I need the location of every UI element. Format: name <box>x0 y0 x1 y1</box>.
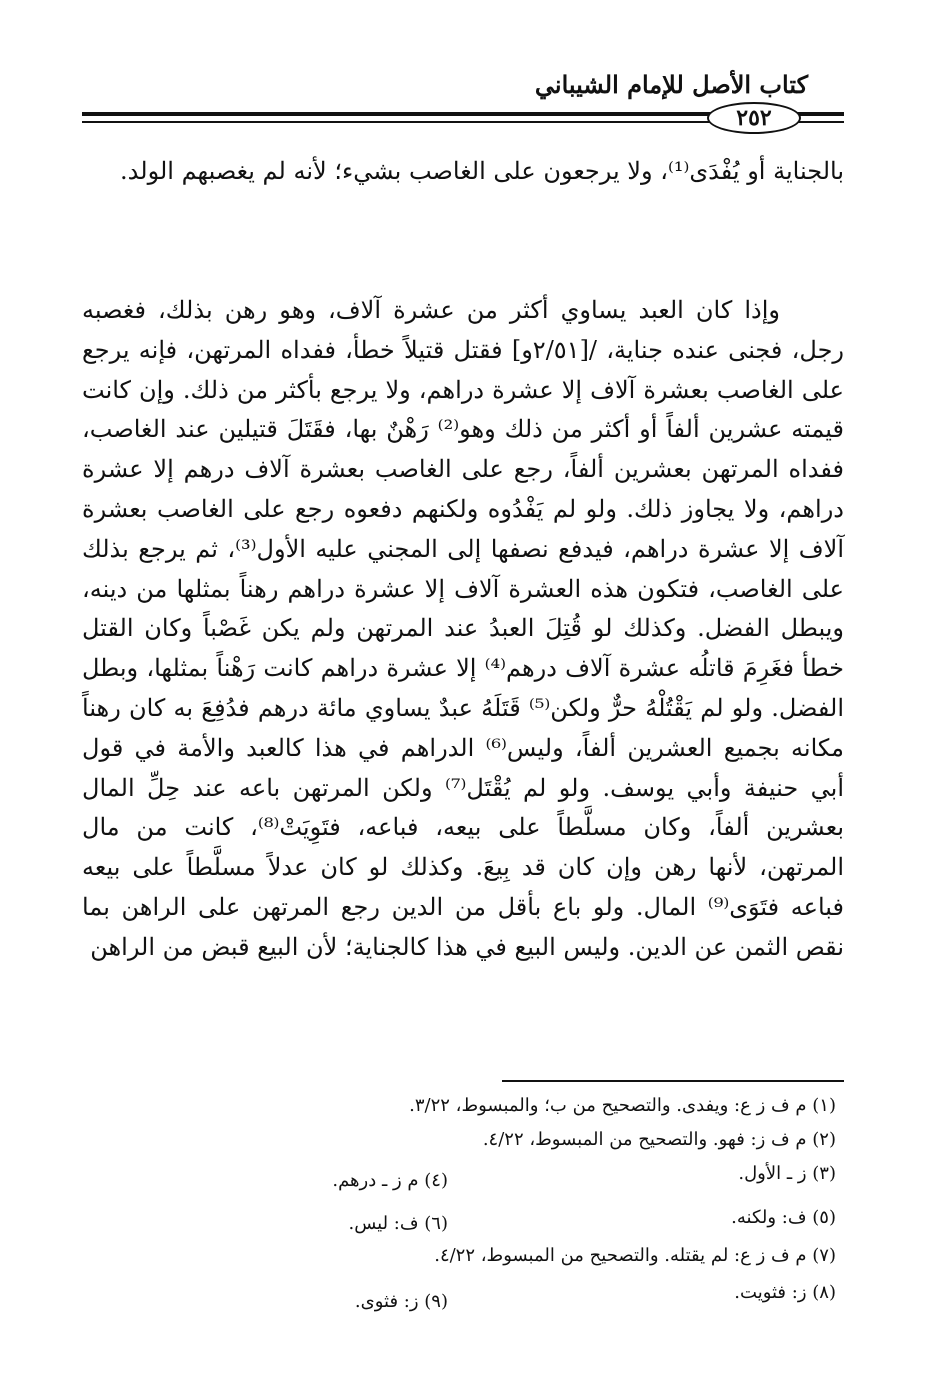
footnote-text: ز: فثوى. <box>354 1291 419 1312</box>
footnote-text: م ف ز: فهو. والتصحيح من المبسوط، ٤/٢٢. <box>482 1129 807 1150</box>
footnote-text: ف: ولكنه. <box>731 1207 807 1228</box>
footnote-4 <box>332 1170 448 1192</box>
footnote-5 <box>731 1207 836 1229</box>
page-number: ٢٥٢ <box>707 102 801 134</box>
footnote-number: (٧) <box>812 1245 836 1266</box>
footnote-number: (١) <box>812 1095 836 1116</box>
body-paragraph-1: بالجناية أو يُفْدَى⁽¹⁾، ولا يرجعون على الغاصب بشيء؛ لأنه لم يغصبهم الولد. <box>120 157 844 185</box>
footnote-number: (٢) <box>812 1129 836 1150</box>
footnote-number: (٣) <box>812 1163 836 1184</box>
footnote-7 <box>434 1245 836 1267</box>
footnote-8 <box>734 1282 836 1304</box>
footnote-separator <box>502 1080 844 1082</box>
footnote-3 <box>738 1163 836 1185</box>
footnote-number: (٤) <box>424 1170 448 1191</box>
footnote-6 <box>349 1213 449 1235</box>
footnote-1 <box>409 1095 836 1117</box>
footnote-text: م ز ـ درهم. <box>332 1170 419 1191</box>
footnote-number: (٩) <box>424 1291 448 1312</box>
footnote-9 <box>355 1291 448 1313</box>
footnote-2 <box>483 1129 836 1151</box>
footnote-text: ف: ليس. <box>348 1213 419 1234</box>
footnote-text: ز: فثويت. <box>734 1282 807 1303</box>
footnote-text: ز ـ الأول. <box>738 1163 807 1184</box>
footnote-text: م ف ز ع: لم يقتله. والتصحيح من المبسوط، ٤/٢٢. <box>434 1245 807 1266</box>
footnote-text: م ف ز ع: ويفدى. والتصحيح من ب؛ والمبسوط، ٣/٢٢. <box>409 1095 807 1116</box>
body-paragraph-2: وإذا كان العبد يساوي أكثر من عشرة آلاف، وهو رهن بذلك، فغصبه رجل، فجنى عنده جناية، /[٢/٥١و] فقتل قتيلاً خطأ، ففداه المرتهن، فإنه يرجع على الغاصب بعشرة آلاف إلا عشرة دراهم، ولا يرجع بأكثر من ذلك. وإن كانت قيمته عشرين ألفاً أو أكثر من ذلك وهو⁽²⁾ رَهْنٌ بها، فقَتَلَ قتيلين عند الغاصب، ففداه المرتهن بعشرين ألفاً، رجع على الغاصب بعشرة آلاف درهم إلا عشرة دراهم، ولا يجاوز ذلك. ولو لم يَفْدُوه ولكنهم دفعوه رجع على الغاصب بعشرة آلاف إلا عشرة دراهم، فيدفع نصفها إلى المجني عليه الأول⁽³⁾، ثم يرجع بذلك على الغاصب، فتكون هذه العشرة آلاف إلا عشرة دراهم رهناً بمثلها من دينه، ويبطل الفضل. وكذلك لو قُتِلَ العبدُ عند المرتهن ولم يكن غَصْباً وكان القتل خطأ فغَرِمَ قاتلُه عشرة آلاف درهم⁽⁴⁾ إلا عشرة دراهم كانت رَهْناً بمثلها، وبطل الفضل. ولو لم يَقْتُلْهُ حرٌّ ولكن⁽⁵⁾ قَتَلَهُ عبدٌ يساوي مائة درهم فدُفِعَ به كان رهناً مكانه بجميع العشرين ألفاً، وليس⁽⁶⁾ الدراهم في هذا كالعبد والأمة في قول أبي حنيفة وأبي يوسف. ولو لم يُقْتَل⁽⁷⁾ ولكن المرتهن باعه عند حِلِّ المال بعشرين ألفاً، وكان مسلَّطاً على بيعه، فباعه، فتَوِيَتْ⁽⁸⁾، كانت من مال المرتهن، لأنها رهن وإن كان قد بِيعَ. وكذلك لو كان عدلاً مسلَّطاً على بيعه فباعه فتَوَى⁽⁹⁾ المال. ولو باع بأقل من الدين رجع المرتهن على الراهن بما نقص الثمن عن الدين. وليس البيع في هذا كالجناية؛ لأن البيع قبض من الراهن <box>82 296 845 961</box>
running-head-title: كتاب الأصل للإمام الشيباني <box>534 70 808 99</box>
footnote-number: (٦) <box>424 1213 448 1234</box>
footnote-number: (٥) <box>812 1207 836 1228</box>
footnote-number: (٨) <box>812 1282 836 1303</box>
